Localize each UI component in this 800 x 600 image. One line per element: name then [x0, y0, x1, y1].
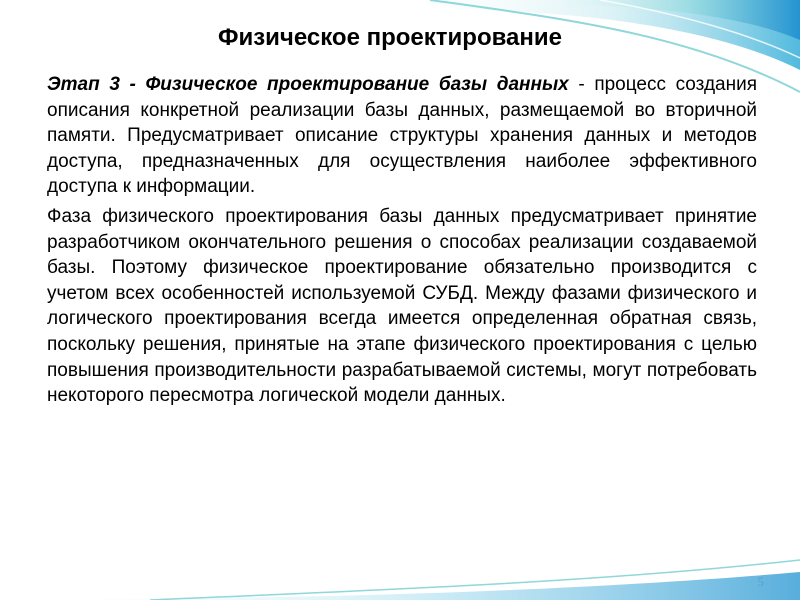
bottom-wave-light	[0, 572, 800, 600]
definition-term: Этап 3 - Физическое проектирование базы данных	[47, 74, 569, 95]
slide-body	[47, 72, 757, 413]
slide-title: Физическое проектирование	[218, 24, 562, 51]
page-number: 5	[757, 574, 764, 589]
paragraph-definition	[47, 72, 757, 200]
paragraph-physical-design-phase: Фаза физического проектирования базы данных предусматривает принятие разработчиком окончательного решения о способах реализации создаваемой базы. Поэтому физическое проектирование обязательно производится с учетом всех особенностей используемой СУБД. Между фазами физического и логического проектирования всегда имеется определенная обратная связь, поскольку решения, принятые на этапе физического проектирования с целью повышения производительности разрабатываемой системы, могут потребовать некоторого пересмотра логической модели данных.	[47, 205, 757, 407]
definition-text: - процесс создания описания конкретной реализации базы данных, размещаемой во вторичной памяти. Предусматривает описание структуры хранения данных и методов доступа, предназначенных для осуществления наиболее эффективного доступа к информации.	[47, 74, 757, 198]
